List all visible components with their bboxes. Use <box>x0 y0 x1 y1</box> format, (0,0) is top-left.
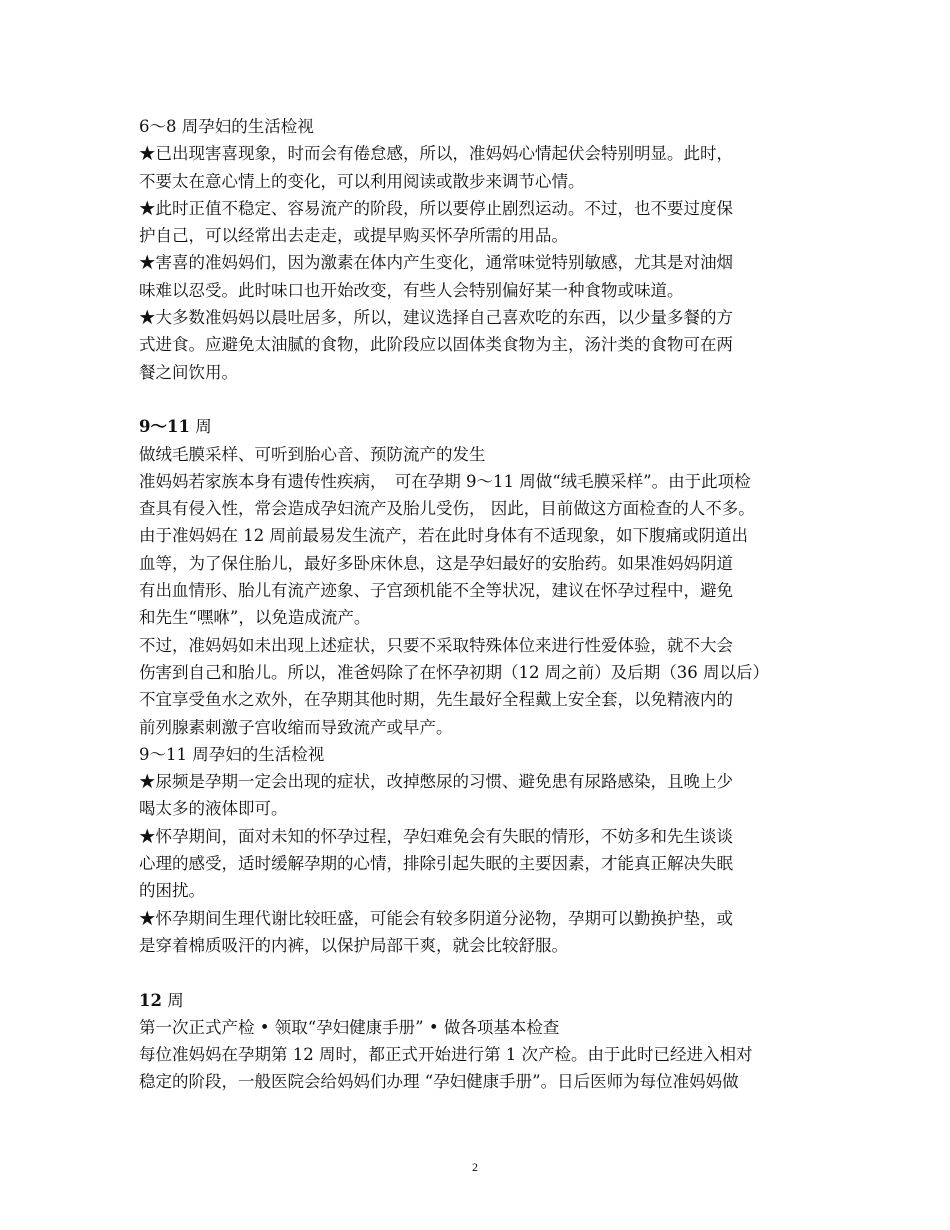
section-subheading: 9～11 周孕妇的生活检视 <box>139 744 325 764</box>
bullet-paragraph-line: ★已出现害喜现象，时而会有倦怠感，所以，准妈妈心情起伏会特别明显。此时， <box>139 144 733 164</box>
heading-week-unit: 周 <box>195 417 212 437</box>
paragraph-line: 前列腺素刺激子宫收缩而导致流产或早产。 <box>139 717 453 737</box>
paragraph-line: 血等，为了保住胎儿，最好多卧床休息，这是孕妇最好的安胎药。如果准妈妈阴道 <box>139 553 733 573</box>
bullet-paragraph-line: ★大多数准妈妈以晨吐居多，所以，建议选择自己喜欢吃的东西，以少量多餐的方 <box>139 308 733 328</box>
paragraph-line: 餐之间饮用。 <box>139 362 238 382</box>
paragraph-line: 由于准妈妈在 12 周前最易发生流产，若在此时身体有不适现象，如下腹痛或阴道出 <box>139 526 748 546</box>
page-number: 2 <box>472 1160 478 1174</box>
section-summary: 第一次正式产检 • 领取“孕妇健康手册” • 做各项基本检查 <box>139 1017 560 1037</box>
paragraph-line: 伤害到自己和胎儿。所以，准爸妈除了在怀孕初期（12 周之前）及后期（36 周以后） <box>139 662 769 682</box>
paragraph-line: 的困扰。 <box>139 881 205 901</box>
heading-week-number: 9～11 <box>139 417 190 437</box>
bullet-paragraph-line: ★怀孕期间，面对未知的怀孕过程，孕妇难免会有失眠的情形，不妨多和先生谈谈 <box>139 826 733 846</box>
section-6-8-weeks <box>139 113 819 386</box>
paragraph-line: 是穿着棉质吸汗的内裤，以保护局部干爽，就会比较舒服。 <box>139 935 568 955</box>
paragraph-line: 有出血情形、胎儿有流产迹象、子宫颈机能不全等状况，建议在怀孕过程中，避免 <box>139 581 733 601</box>
paragraph-line: 查具有侵入性，常会造成孕妇流产及胎儿受伤， 因此，目前做这方面检查的人不多。 <box>139 499 755 519</box>
bullet-paragraph-line: ★害喜的准妈妈们，因为激素在体内产生变化，通常味觉特别敏感，尤其是对油烟 <box>139 253 733 273</box>
section-summary: 做绒毛膜采样、可听到胎心音、预防流产的发生 <box>139 444 486 464</box>
paragraph-line: 不宜享受鱼水之欢外，在孕期其他时期，先生最好全程戴上安全套，以免精液内的 <box>139 690 733 710</box>
heading-week-number: 12 <box>139 990 162 1010</box>
paragraph-line: 和先生“嘿咻”，以免造成流产。 <box>139 608 371 628</box>
paragraph-line: 式进食。应避免太油腻的食物，此阶段应以固体类食物为主，汤汁类的食物可在两 <box>139 335 733 355</box>
blank-line <box>139 386 819 413</box>
section-12-weeks <box>139 987 819 1096</box>
paragraph-line: 每位准妈妈在孕期第 12 周时，都正式开始进行第 1 次产检。由于此时已经进入相对 <box>139 1045 753 1065</box>
paragraph-line: 不要太在意心情上的变化，可以利用阅读或散步来调节心情。 <box>139 171 585 191</box>
paragraph-line: 准妈妈若家族本身有遗传性疾病， 可在孕期 9～11 周做“绒毛膜采样”。由于此项检 <box>139 471 751 491</box>
document-body <box>139 113 819 1096</box>
paragraph-line: 味难以忍受。此时味口也开始改变，有些人会特别偏好某一种食物或味道。 <box>139 280 684 300</box>
bullet-paragraph-line: ★此时正值不稳定、容易流产的阶段，所以要停止剧烈运动。不过，也不要过度保 <box>139 198 733 218</box>
section-9-11-weeks <box>139 413 819 959</box>
bullet-paragraph-line: ★怀孕期间生理代谢比较旺盛，可能会有较多阴道分泌物，孕期可以勤换护垫，或 <box>139 908 733 928</box>
paragraph-line: 喝太多的液体即可。 <box>139 799 288 819</box>
paragraph-line: 稳定的阶段，一般医院会给妈妈们办理 “孕妇健康手册”。日后医师为每位准妈妈做 <box>139 1072 739 1092</box>
section-heading <box>139 413 819 440</box>
paragraph-line: 心理的感受，适时缓解孕期的心情，排除引起失眠的主要因素，才能真正解决失眠 <box>139 854 733 874</box>
section-heading <box>139 987 819 1014</box>
heading-week-unit: 周 <box>167 990 184 1010</box>
section-subheading: 6～8 周孕妇的生活检视 <box>139 117 314 136</box>
paragraph-line: 不过，准妈妈如未出现上述症状，只要不采取特殊体位来进行性爱体验，就不大会 <box>139 635 733 655</box>
blank-line <box>139 959 819 986</box>
paragraph-line: 护自己，可以经常出去走走，或提早购买怀孕所需的用品。 <box>139 226 568 246</box>
bullet-paragraph-line: ★尿频是孕期一定会出现的症状，改掉憋尿的习惯、避免患有尿路感染，且晚上少 <box>139 772 733 792</box>
